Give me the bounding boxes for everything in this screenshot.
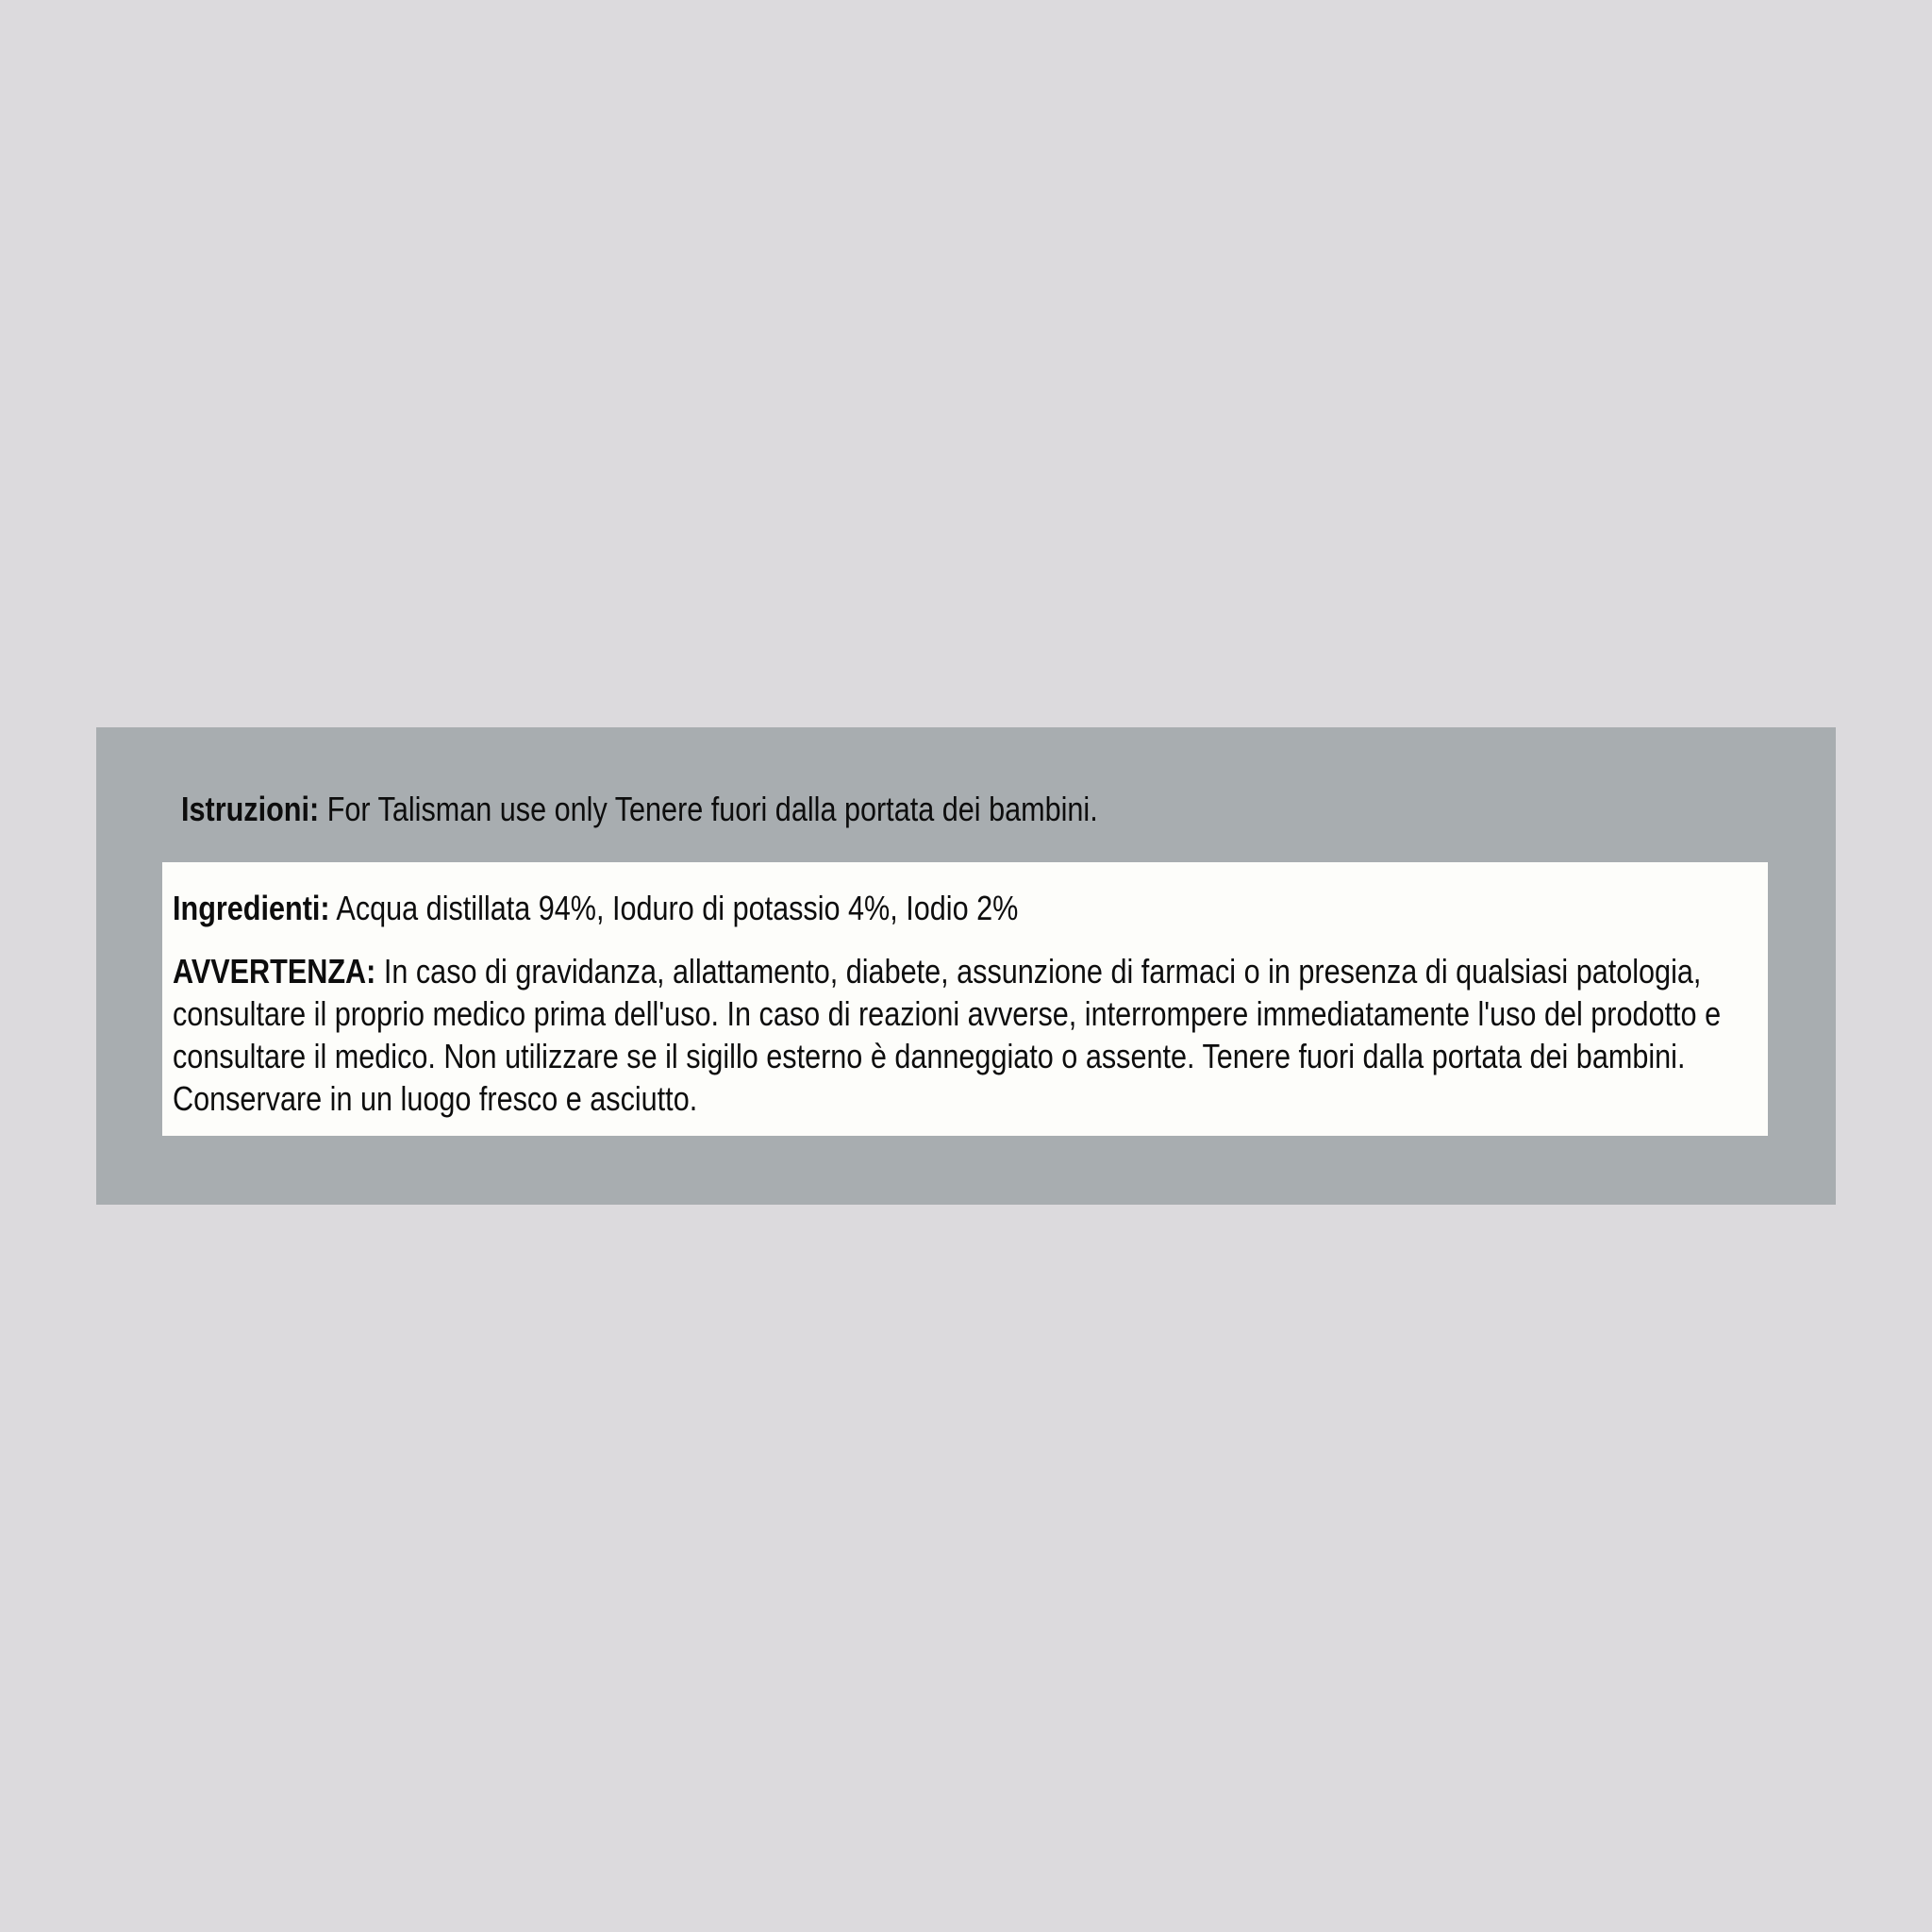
ingredients-warning-card — [162, 862, 1768, 1136]
ingredients-text: Acqua distillata 94%, Ioduro di potassio 4%, Iodio 2% — [336, 889, 1019, 927]
instructions-line — [181, 788, 1921, 830]
ingredients-heading: Ingredienti: — [173, 889, 330, 927]
warning-heading: AVVERTENZA: — [173, 952, 376, 991]
instructions-heading: Istruzioni: — [181, 790, 320, 828]
warning-text: In caso di gravidanza, allattamento, diabete, assunzione di farmaci o in presenza di qualsiasi patologia, consultare il proprio medico prima dell'uso. In caso di reazioni avverse, interrompere immediatamente l'uso del prodotto e consultare il medico. Non utilizzare se il sigillo esterno è danneggiato o assente. Tenere fuori dalla portata dei bambini. Conservare in un luogo fresco e asciutto. — [173, 952, 1722, 1118]
instructions-text: For Talisman use only Tenere fuori dalla portata dei bambini. — [326, 790, 1098, 828]
ingredients-line — [173, 887, 1755, 929]
label-panel — [96, 727, 1836, 1205]
warning-paragraph — [173, 950, 1755, 1120]
